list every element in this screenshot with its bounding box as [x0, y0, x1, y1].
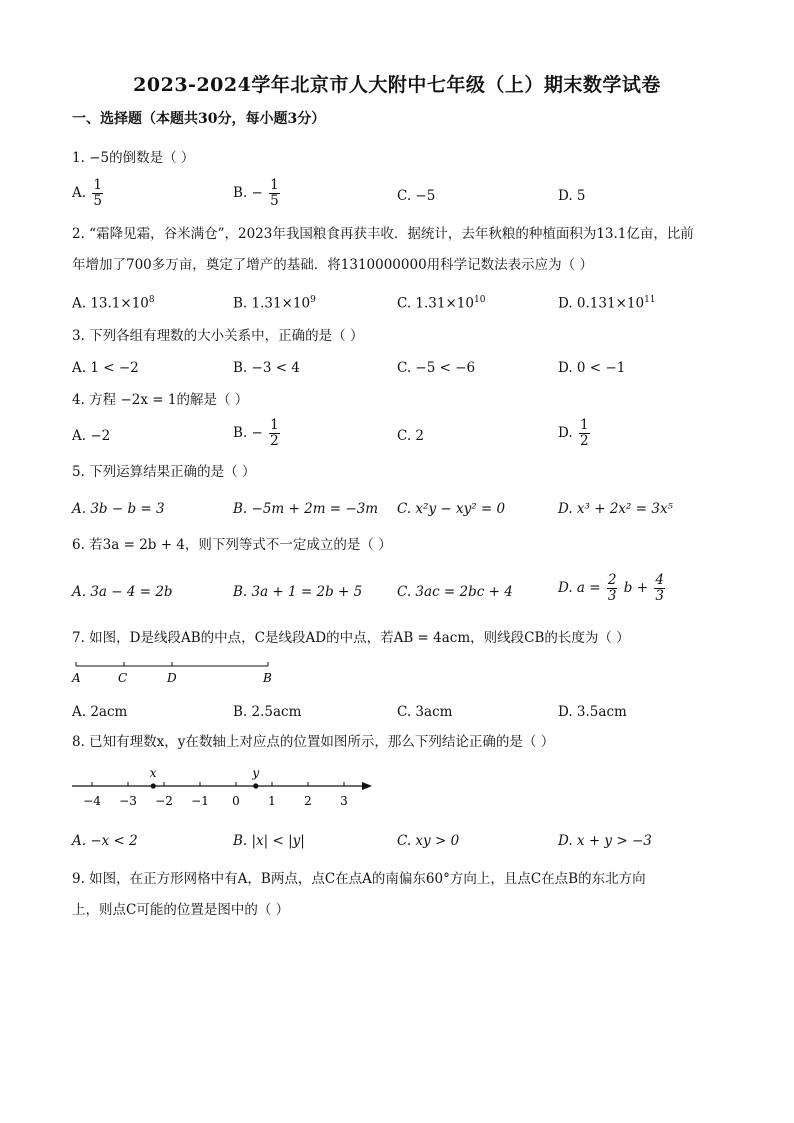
page-title: 2023-2024学年北京市人大附中七年级（上）期末数学试卷 — [133, 74, 661, 96]
q6-option-b: B. 3a + 1 = 2b + 5 — [233, 584, 363, 600]
q8-option-a: A. −x < 2 — [72, 833, 138, 849]
line-segment-figure — [70, 658, 280, 688]
q1-option-c: C. −5 — [397, 188, 436, 204]
q7-option-c: C. 3acm — [397, 704, 453, 720]
q6-option-a: A. 3a − 4 = 2b — [72, 584, 173, 600]
question-6-stem: 6. 若3a = 2b + 4，则下列等式不一定成立的是（ ） — [72, 537, 392, 553]
q4-option-d: D. $\frac{1}{2}$ — [558, 417, 589, 449]
q8-option-c: C. xy > 0 — [397, 833, 460, 849]
segment-label-d: D — [167, 671, 177, 685]
number-line-tick-label: −1 — [191, 794, 209, 808]
q7-option-a: A. 2acm — [72, 704, 128, 720]
number-line-tick-label: 1 — [268, 794, 276, 808]
question-2-line-1: 2. “霜降见霜，谷米满仓”，2023年我国粮食再获丰收．据统计，去年秋粮的种植面积为13.1亿亩，比前 — [72, 226, 694, 242]
q5-option-b: B. −5m + 2m = −3m — [233, 501, 379, 517]
q4-option-c: C. 2 — [397, 428, 425, 444]
q7-option-d: D. 3.5acm — [558, 704, 627, 720]
q8-option-d: D. x + y > −3 — [558, 833, 652, 849]
question-9-line-1: 9. 如图，在正方形网格中有A，B两点，点C在点A的南偏东60°方向上，且点C在点B的东北方向 — [72, 871, 646, 887]
q5-option-c: C. x²y − xy² = 0 — [397, 501, 506, 517]
number-line-tick-label: 0 — [232, 794, 240, 808]
q2-option-b: B. $1.31\times 10^9$ — [233, 295, 316, 312]
q3-option-c: C. −5 < −6 — [397, 360, 476, 376]
number-line-tick-label: −2 — [155, 794, 173, 808]
q8-option-b: B. |x| < |y| — [233, 833, 305, 849]
q4-option-a: A. −2 — [72, 428, 111, 444]
section-heading: 一、选择题（本题共30分，每小题3分） — [72, 111, 326, 127]
q3-option-d: D. 0 < −1 — [558, 360, 626, 376]
segment-label-c: C — [118, 671, 128, 685]
question-9-line-2: 上，则点C可能的位置是图中的（ ） — [72, 902, 290, 918]
segment-label-a: A — [72, 671, 81, 685]
q6-option-c: C. 3ac = 2bc + 4 — [397, 584, 513, 600]
point-y-label: y — [252, 766, 260, 780]
axis-arrow-icon — [362, 782, 372, 790]
number-line-tick-label: −3 — [119, 794, 137, 808]
question-5-stem: 5. 下列运算结果正确的是（ ） — [72, 464, 256, 480]
number-line-tick-label: 3 — [340, 794, 348, 808]
segment-label-b: B — [263, 671, 272, 685]
q3-option-b: B. −3 < 4 — [233, 360, 300, 376]
q2-option-a: A. $13.1\times 10^8$ — [72, 295, 155, 312]
number-line-tick-label: 2 — [304, 794, 312, 808]
question-1-stem: 1. −5的倒数是（ ） — [72, 150, 195, 166]
question-8-stem: 8. 已知有理数x，y在数轴上对应点的位置如图所示，那么下列结论正确的是（ ） — [72, 734, 555, 750]
q7-option-b: B. 2.5acm — [233, 704, 302, 720]
q1-option-d: D. 5 — [558, 188, 586, 204]
point-x-marker — [151, 783, 156, 788]
q6-option-d: D. a = $\frac{2}{3}$ b + $\frac{4}{3}$ — [558, 572, 664, 604]
q4-option-b: B. − $\frac{1}{2}$ — [233, 417, 279, 449]
point-x-label: x — [149, 766, 157, 780]
q2-option-d: D. $0.131\times 10^{11}$ — [558, 295, 656, 312]
question-4-stem: 4. 方程 −2x = 1的解是（ ） — [72, 392, 249, 408]
point-y-marker — [253, 783, 258, 788]
q3-option-a: A. 1 < −2 — [72, 360, 139, 376]
number-line-tick-label: −4 — [83, 794, 101, 808]
q5-option-d: D. x³ + 2x² = 3x⁵ — [558, 501, 673, 517]
question-7-stem: 7. 如图，D是线段AB的中点，C是线段AD的中点，若AB = 4acm，则线段CB的长度为（ ） — [72, 630, 630, 646]
q1-option-a: A. $\frac{1}{5}$ — [72, 177, 102, 209]
question-2-line-2: 年增加了700多万亩，奠定了增产的基础．将1310000000用科学记数法表示应为（ ） — [72, 257, 593, 273]
q2-option-c: C. $1.31\times 10^{10}$ — [397, 295, 486, 312]
number-line-figure — [68, 760, 380, 810]
question-3-stem: 3. 下列各组有理数的大小关系中，正确的是（ ） — [72, 328, 364, 344]
q1-option-b: B. − $\frac{1}{5}$ — [233, 177, 279, 209]
q5-option-a: A. 3b − b = 3 — [72, 501, 165, 517]
